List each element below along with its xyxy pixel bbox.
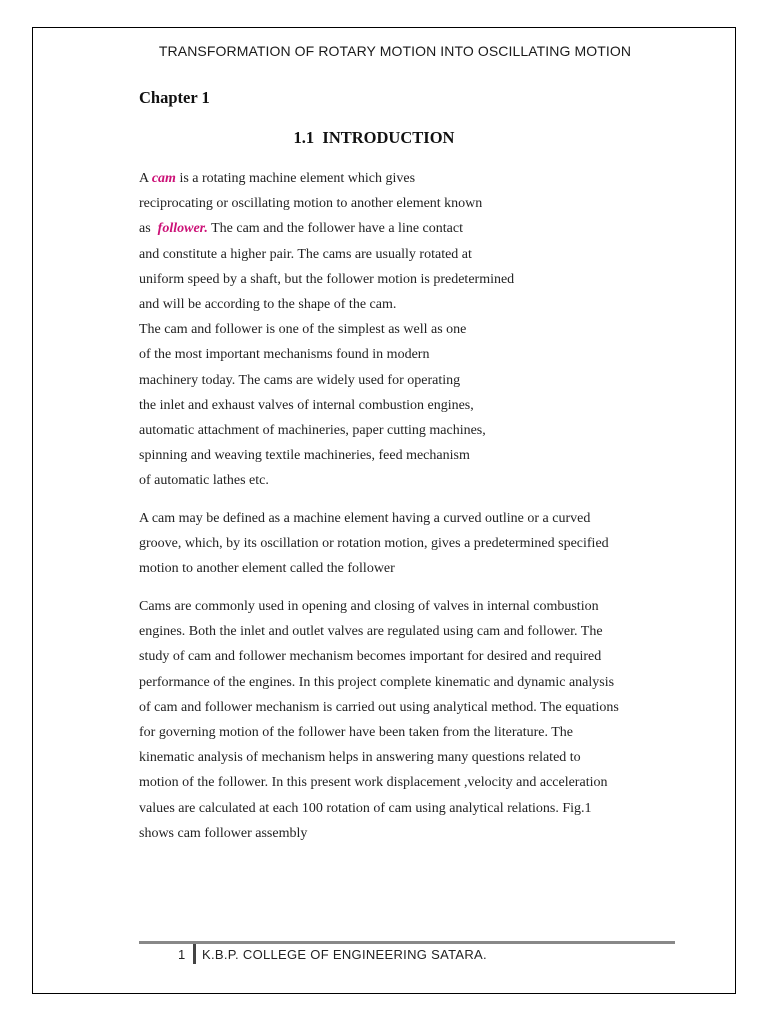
paragraph-line: groove, which, by its oscillation or rotation motion, gives a predetermined specified <box>139 536 609 552</box>
paragraph-line: A cam may be defined as a machine element having a curved outline or a curved <box>139 511 591 526</box>
paragraph-line: of cam and follower mechanism is carried out using analytical method. The equations <box>139 699 619 715</box>
cam-definition-paragraph <box>139 506 679 582</box>
paragraph-line: performance of the engines. In this project complete kinematic and dynamic analysis <box>139 674 615 690</box>
paragraph-line: shows cam follower assembly <box>139 825 308 841</box>
intro-line <box>139 166 679 191</box>
footer-divider <box>193 944 196 964</box>
intro-line: machinery today. The cams are widely used for operating <box>139 372 461 388</box>
paragraph-line: values are calculated at each 100 rotation of cam using analytical relations. Fig.1 <box>139 800 592 816</box>
chapter-label: Chapter 1 <box>139 88 210 107</box>
paragraph-line: Cams are commonly used in opening and closing of valves in internal combustion <box>139 599 599 614</box>
footer-college-name: K.B.P. COLLEGE OF ENGINEERING SATARA. <box>202 947 487 962</box>
text-run: A <box>139 171 152 186</box>
page-number: 1 <box>178 947 186 962</box>
intro-line: spinning and weaving textile machineries, feed mechanism <box>139 448 470 464</box>
intro-line: uniform speed by a shaft, but the follower motion is predetermined <box>139 271 515 287</box>
paragraph-line: motion of the follower. In this present work displacement ,velocity and acceleration <box>139 775 608 791</box>
intro-line: the inlet and exhaust valves of internal combustion engines, <box>139 397 474 413</box>
intro-line: and will be according to the shape of the cam. <box>139 297 397 313</box>
paragraph-line: motion to another element called the follower <box>139 561 395 577</box>
key-term-follower: follower. <box>157 221 208 237</box>
intro-line: of the most important mechanisms found in modern <box>139 347 430 363</box>
intro-line: of automatic lathes etc. <box>139 473 269 489</box>
intro-line: and constitute a higher pair. The cams are usually rotated at <box>139 246 472 262</box>
paragraph-line: engines. Both the inlet and outlet valves are regulated using cam and follower. The <box>139 624 603 640</box>
intro-line: The cam and follower is one of the simplest as well as one <box>139 322 467 338</box>
text-run: as <box>139 221 158 237</box>
section-heading: 1.1 INTRODUCTION <box>293 128 455 147</box>
key-term-cam: cam <box>151 171 176 186</box>
footer-rule <box>139 941 675 944</box>
intro-paragraph <box>139 166 679 494</box>
text-run: The cam and the follower have a line contact <box>207 221 463 237</box>
intro-line: automatic attachment of machineries, paper cutting machines, <box>139 423 486 439</box>
paragraph-line: kinematic analysis of mechanism helps in answering many questions related to <box>139 750 581 766</box>
running-header: TRANSFORMATION OF ROTARY MOTION INTO OSCILLATING MOTION <box>158 43 632 59</box>
cam-applications-paragraph <box>139 594 679 846</box>
intro-line <box>139 216 679 241</box>
paragraph-line: study of cam and follower mechanism becomes important for desired and required <box>139 649 602 665</box>
intro-line: reciprocating or oscillating motion to another element known <box>139 196 483 212</box>
paragraph-line: for governing motion of the follower have been taken from the literature. The <box>139 725 573 741</box>
text-run: is a rotating machine element which gives <box>175 171 416 186</box>
